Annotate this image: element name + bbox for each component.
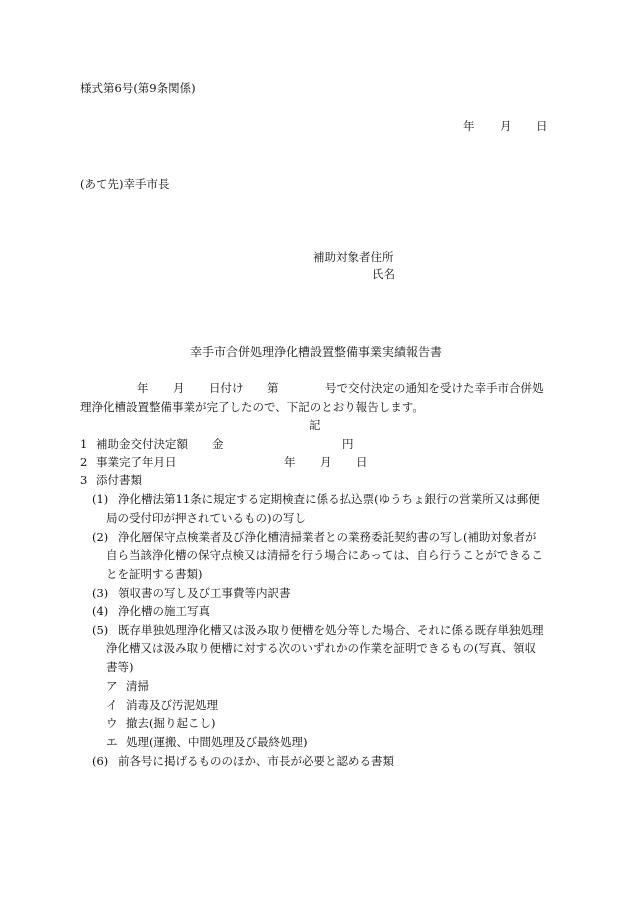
- completion-month: 月: [320, 455, 332, 469]
- sub-item-text: 清掃: [126, 679, 149, 693]
- attachment-text: 浄化槽法第11条に規定する定期検査に係る払込票(ゆうちょ銀行の営業所又は郵便: [118, 492, 540, 506]
- addressee: (あて先)幸手市長: [80, 177, 170, 191]
- completion-day: 日: [356, 455, 368, 469]
- attachment-text-cont: とを証明する書類): [106, 567, 203, 581]
- body-month: 月: [173, 381, 185, 395]
- yen-label: 円: [342, 437, 354, 451]
- applicant-name-label: 氏名: [372, 267, 395, 281]
- attachment-text: 既存単独処理浄化槽又は汲み取り便槽を処分等した場合、それに係る既存単独処理: [118, 623, 544, 637]
- attachment-number: (5): [92, 623, 109, 637]
- body-year: 年: [137, 381, 149, 395]
- body-dai: 第: [267, 381, 279, 395]
- item-label: 添付書類: [96, 473, 142, 487]
- attachment-text-cont: 書等): [106, 660, 134, 674]
- item-number: 2: [80, 455, 88, 469]
- applicant-address-label: 補助対象者住所: [313, 250, 394, 264]
- sub-item-text: 消毒及び汚泥処理: [126, 698, 218, 712]
- sub-item-kana: ア: [106, 679, 118, 693]
- attachment-number: (6): [92, 754, 109, 768]
- attachment-number: (4): [92, 604, 109, 618]
- attachment-text: 前各号に掲げるもののほか、市長が必要と認める書類: [118, 754, 394, 768]
- sub-item-kana: エ: [106, 735, 118, 749]
- body-line1-rest: 号で交付決定の通知を受けた幸手市合併処: [325, 381, 544, 395]
- sub-item-text: 処理(運搬、中間処理及び最終処理): [126, 735, 308, 749]
- ki-heading: 記: [309, 418, 321, 432]
- attachment-number: (1): [92, 492, 109, 506]
- body-line2: 理浄化槽設置整備事業が完了したので、下記のとおり報告します。: [80, 400, 424, 414]
- attachment-text-cont: 自ら当該浄化槽の保守点検又は清掃を行う場合にあっては、自ら行うことができるこ: [106, 548, 543, 562]
- attachment-number: (2): [92, 530, 109, 544]
- attachment-text: 浄化層保守点検業者及び浄化槽清掃業者との業務委託契約書の写し(補助対象者が: [118, 530, 537, 544]
- sub-item-text: 撤去(掘り起こし): [126, 716, 216, 730]
- body-day-ref: 日付け: [209, 381, 244, 395]
- attachment-number: (3): [92, 586, 109, 600]
- page-title: 幸手市合併処理浄化槽設置整備事業実績報告書: [190, 345, 443, 359]
- attachment-text-cont: 浄化槽又は汲み取り便槽に対する次のいずれかの作業を証明できるもの(写真、領収: [106, 641, 536, 655]
- date-month-label: 月: [500, 119, 512, 133]
- attachment-text: 浄化槽の施工写真: [118, 604, 210, 618]
- completion-year: 年: [284, 455, 296, 469]
- sub-item-kana: ウ: [106, 716, 118, 730]
- date-year-label: 年: [463, 119, 475, 133]
- date-day-label: 日: [536, 119, 548, 133]
- item-label: 事業完了年月日: [96, 455, 177, 469]
- kin-label: 金: [212, 437, 224, 451]
- attachment-text-cont: 局の受付印が押されているもの)の写し: [106, 511, 306, 525]
- item-label: 補助金交付決定額: [96, 437, 188, 451]
- form-number: 様式第6号(第9条関係): [80, 81, 196, 95]
- item-number: 1: [80, 437, 88, 451]
- attachment-text: 領収書の写し及び工事費等内訳書: [118, 586, 291, 600]
- item-number: 3: [80, 473, 88, 487]
- sub-item-kana: イ: [106, 698, 118, 712]
